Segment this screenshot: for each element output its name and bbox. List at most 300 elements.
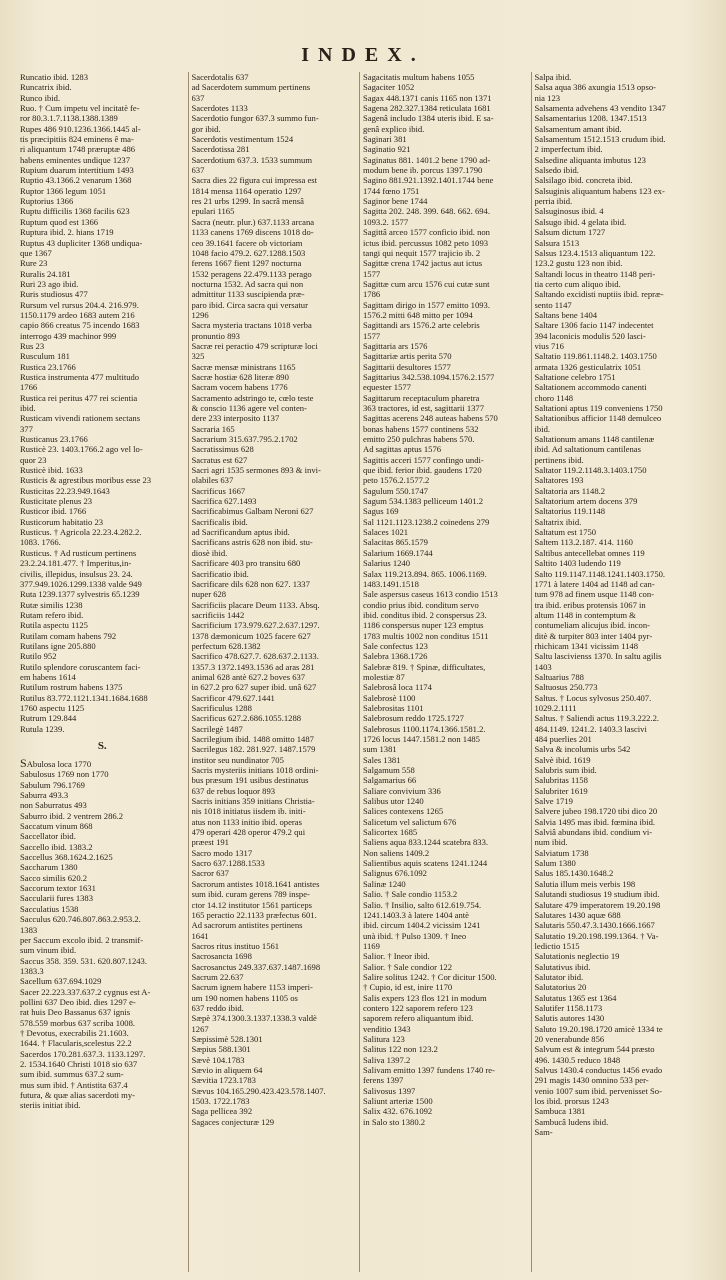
index-entry: Sacræ mensæ ministrans 1165 (191, 361, 296, 372)
index-entry: altum 1148 in contemptum & (534, 609, 636, 620)
index-entry: institor seu nundinator 705 (191, 754, 284, 765)
index-entry: 1783 multis 1002 non conditus 1511 (363, 630, 489, 641)
index-entry: tia certo cum aliquo ibid. (534, 278, 621, 289)
index-entry: Sacratissimus 628 (191, 444, 254, 455)
index-entry: Sacrilegus 182. 281.927. 1487.1579 (191, 744, 316, 755)
index-entry: 484 puerlies 201 (534, 734, 592, 744)
index-entry: Sagittaria ars 1576 (363, 340, 428, 351)
index-entry: Sacra (neutr. plur.) 637.1133 arcana (191, 216, 315, 227)
index-entry: Saccellus 368.1624.2.1625 (20, 852, 113, 863)
index-entry: rat huis Deo Bassanus 637 ignis (20, 1007, 131, 1018)
index-entry: Rure 23 (20, 258, 48, 269)
index-entry: Saccularii fures 1383 (20, 893, 94, 904)
index-entry: Salum 1380 (534, 858, 576, 869)
index-entry: ledictio 1515 (534, 940, 580, 951)
index-entry: Ruptio 43.1366.2 venarum 1368 (20, 175, 132, 186)
index-entry: Sagax 448.1371 canis 1165 non 1371 (363, 92, 492, 103)
index-entry: Salior. † Sale condior 122 (363, 961, 453, 972)
index-entry: Sagittarius 342.538.1094.1576.2.1577 (363, 371, 495, 382)
index-entry: Sagena 282.327.1384 reticulata 1681 (363, 103, 491, 114)
index-entry: modum bene ib. porcus 1397.1790 (363, 165, 483, 176)
index-entry: 637 (191, 165, 205, 176)
index-entry: Salus 185.1430.1648.2 (534, 868, 614, 879)
index-entry: Salsuginis aliquantum habens 123 ex- (534, 185, 665, 196)
index-entry: sum ibid. summus 637.2 sum- (20, 1069, 124, 1080)
index-entry: emitto 250 pulchras habens 570. (363, 434, 475, 445)
index-entry: Saltus. † Locus sylvosus 250.407. (534, 692, 652, 703)
index-entry: ri aliquantum 1748 præruptæ 486 (20, 144, 136, 155)
index-entry: per Saccum excolo ibid. 2 transmif- (20, 934, 144, 945)
index-entry: Sagittarii desultores 1577 (363, 361, 451, 372)
index-entry: Salutationis neglectio 19 (534, 951, 620, 962)
index-entry: 377 (20, 423, 33, 434)
index-entry: Salsedine aliquanta imbutus 123 (534, 154, 646, 165)
index-entry: steriis initiat ibid. (20, 1100, 81, 1111)
index-entry: que 1367 (20, 247, 52, 258)
index-entry: Sacerdos 170.281.637.3. 1133.1297. (20, 1048, 146, 1059)
index-entry: Sacrificor 479.627.1441 (191, 692, 275, 703)
index-entry: Sal 1121.1123.1238.2 coinedens 279 (363, 516, 490, 527)
index-entry: Saltandi locus in theatro 1148 peri- (534, 268, 656, 279)
index-entry: sacrificiis 1442 (191, 609, 245, 620)
index-entry: saporem refero aliquantum ibid. (363, 1013, 474, 1024)
index-entry: Salsa aqua 386 axungia 1513 opso- (534, 82, 656, 93)
index-entry: 496. 1430.5 reduco 1848 (534, 1054, 621, 1065)
index-entry: Saburro ibid. 2 ventrem 286.2 (20, 810, 124, 821)
index-entry: † Cupio, id est, inire 1170 (363, 982, 453, 993)
index-entry: Rusticam vivendi rationem sectans (20, 413, 141, 424)
index-entry: Sacrificium 173.979.627.2.637.1297. (191, 620, 320, 631)
index-entry: 1744 fœno 1751 (363, 185, 420, 196)
index-entry: 2. 1534.1640 Christi 1018 sio 637 (20, 1058, 138, 1069)
index-entry: Saltuosus 250.773 (534, 682, 598, 693)
index-entry: Sagittarum receptaculum pharetra (363, 392, 480, 403)
index-entry: ceo 39.1641 facere ob victoriam (191, 237, 303, 248)
index-entry: Salutandi studiosus 19 studium ibid. (534, 889, 660, 900)
index-entry: Salgamum 558 (363, 765, 415, 776)
index-entry: gor ibid. (191, 123, 221, 134)
index-entry: 1083. 1766. (20, 537, 61, 548)
index-entry: 1029.2.1111 (534, 702, 577, 713)
index-entry: Rutilam comam habens 792 (20, 630, 117, 641)
index-entry: Rusticanus 23.1766 (20, 434, 88, 445)
index-entry: Rutula 1239. (20, 723, 65, 734)
index-entry: 1726 locus 1447.1581.2 non 1485 (363, 734, 480, 744)
index-entry: Salutifer 1158.1173 (534, 1002, 603, 1013)
index-entry: Salio. † Sale condio 1153.2 (363, 889, 458, 900)
index-entry: Ad sagittas aptus 1576 (363, 444, 442, 455)
index-entry: Rusticus. † Ad rusticum pertinens (20, 547, 137, 558)
index-entry: Saltationum amans 1148 cantilenæ (534, 434, 655, 445)
index-entry: Saltuarius 788 (534, 671, 584, 682)
index-entry: Sacros ritus instituo 1561 (191, 940, 280, 951)
index-entry: Salgamarius 66 (363, 775, 417, 786)
index-entry: Sacrifica 627.1493 (191, 496, 257, 507)
index-entry: choro 1148 (534, 392, 574, 403)
index-column-3 (363, 72, 532, 1272)
index-entry: perfectum 628.1382 (191, 640, 261, 651)
index-entry: res 21 urbs 1299. In sacrâ mensâ (191, 196, 304, 207)
index-entry: animal 628 antè 627.2 boves 637 (191, 671, 306, 682)
index-entry: Saltationibus afficior 1148 demulceo (534, 413, 662, 424)
index-entry: 1403 (534, 661, 552, 672)
index-entry: tis præcipitiis 824 eminens ê ma- (20, 134, 134, 145)
index-entry: Ruralis 24.181 (20, 268, 71, 279)
index-entry: pertinens ibid. (534, 454, 584, 465)
index-entry: Salebrositas 1101 (363, 702, 424, 713)
index-entry: 1093.2. 1577 (363, 216, 409, 227)
index-entry: Sacrificare dils 628 non 627. 1337 (191, 578, 310, 589)
index-entry: Saliva 1397.2 (363, 1054, 411, 1065)
index-entry: Sacræ rei peractio 479 scripturæ loci (191, 340, 318, 351)
index-entry: Salaces 1021 (363, 527, 409, 538)
index-entry: 363 tractores, id est, sagittarii 1377 (363, 403, 485, 413)
index-entry: Salutares 1430 aquæ 688 (534, 909, 621, 920)
index-entry: Salebrosum reddo 1725.1727 (363, 713, 464, 724)
index-entry: 1357.3 1372.1493.1536 ad aras 281 (191, 661, 315, 672)
index-entry: Sabulosus 1769 non 1770 (20, 769, 109, 780)
index-entry: Sales 1381 (363, 754, 401, 765)
index-entry: capio 866 creatus 75 incendo 1683 (20, 320, 140, 331)
index-entry: ad Sacerdotem summum pertinens (191, 82, 311, 93)
index-entry: ditè & turpiter 803 inter 1404 pyr- (534, 630, 653, 641)
index-entry: Ruptura ibid. 2. hians 1719 (20, 227, 114, 238)
index-entry: Rusticor ibid. 1766 (20, 506, 87, 517)
index-entry: in 627.2 pro 627 super ibid. unâ 627 (191, 682, 317, 693)
index-entry: 2 imperfectum ibid. (534, 144, 603, 155)
index-entry: Sagenâ includo 1384 uteris ibid. E sa- (363, 113, 494, 124)
index-entry: Sacrorum antistes 1018.1641 antistes (191, 878, 320, 889)
index-entry: Salientibus aquis scatens 1241.1244 (363, 858, 488, 869)
index-entry: 123.2 gustu 123 non ibid. (534, 258, 623, 269)
index-entry: Salsamentum amant ibid. (534, 123, 622, 134)
index-entry: Sacrificare 403 pro transitu 680 (191, 558, 301, 569)
index-entry: nocturna 1532. Ad sacra qui non (191, 278, 304, 289)
index-entry: que ibid. ferior ibid. gaudens 1720 (363, 465, 482, 476)
index-entry: Saginatus 881. 1401.2 bene 1790 ad- (363, 154, 491, 165)
index-entry: Salicortex 1685 (363, 827, 418, 838)
index-entry: Salviatum 1738 (534, 847, 589, 858)
index-entry: Rusticus. † Agricola 22.23.4.282.2. (20, 527, 142, 538)
index-entry: Sacrum ignem habere 1153 imperi- (191, 982, 313, 993)
index-entry: Sagus 169 (363, 506, 399, 517)
index-entry: 637 (191, 92, 205, 103)
index-entry: Rustica instrumenta 477 multitudo (20, 371, 140, 382)
index-entry: rhichicam 1341 vicissim 1148 (534, 640, 639, 651)
index-entry: Salitus 122 non 123.2 (363, 1044, 438, 1055)
index-entry: Salutatus 1365 est 1364 (534, 992, 617, 1003)
index-entry: 1576.2 mitti 648 mitto per 1094 (363, 309, 473, 320)
index-entry: admittitur 1133 suscipienda præ- (191, 289, 305, 300)
index-entry: Salsus 123.4.1513 aliquantum 122. (534, 247, 656, 258)
index-entry: Saltatrix ibid. (534, 516, 582, 527)
index-entry: epulari 1165 (191, 206, 235, 217)
index-entry: Sacrum 22.637 (191, 971, 244, 982)
index-entry: tangi qui nequit 1577 trajicio ib. 2 (363, 247, 481, 258)
index-entry: Rutilo splendore coruscantem faci- (20, 661, 141, 672)
index-entry: Salpa ibid. (534, 72, 572, 82)
index-entry: 394 laconicis modulis 520 lasci- (534, 330, 646, 341)
index-entry: Sacrificiis placare Deum 1133. Absq. (191, 599, 320, 610)
index-entry: Salvere jubeo 198.1720 tibi dico 20 (534, 806, 658, 817)
index-entry: Sacri agri 1535 sermones 893 & invi- (191, 465, 321, 476)
index-entry: Salutatio 19.20.198.199.1364. † Va- (534, 930, 659, 941)
index-entry: 637 de rebus loquor 893 (191, 785, 276, 796)
index-entry: 291 magis 1430 omnino 533 per- (534, 1075, 649, 1086)
index-entry: Ruptorius 1366 (20, 196, 74, 207)
index-entry: Saccatum vinum 868 (20, 821, 93, 832)
index-entry: Salices contexens 1265 (363, 806, 444, 817)
index-entry: Rutrum 129.844 (20, 713, 77, 724)
index-entry: 1577 (363, 330, 381, 341)
index-entry: 1577 (363, 268, 381, 279)
index-entry: Sacrificus 627.2.686.1055.1288 (191, 713, 302, 724)
index-entry: 1760 aspectu 1125 (20, 702, 85, 713)
index-entry: 1483.1491.1518 (363, 578, 419, 589)
index-entry: 1169 (363, 940, 380, 951)
index-entry: Runco ibid. (20, 92, 61, 103)
index-entry: Salarium 1669.1744 (363, 547, 433, 558)
index-entry: Salvum est & integrum 544 præsto (534, 1044, 655, 1055)
index-entry: pollini 637 Deo ibid. dies 1297 e- (20, 996, 136, 1007)
index-entry: 1641 (191, 930, 209, 941)
index-entry: Sagittas acerens 248 auteas habens 570 (363, 413, 498, 424)
index-entry: ibid. (20, 403, 36, 413)
index-entry: Sagittâ arceo 1577 conficio ibid. non (363, 227, 490, 238)
index-entry: Rusticitas 22.23.949.1643 (20, 485, 110, 496)
index-entry: 1267 (191, 1023, 209, 1034)
index-entry: Runcatrix ibid. (20, 82, 72, 93)
index-entry: Runcatio ibid. 1283 (20, 72, 89, 82)
index-entry: 1186 conspersus nuper 123 emptus (363, 620, 484, 631)
index-entry: Saltito 1403 ludendo 119 (534, 558, 621, 569)
index-entry: Ruptor 1366 legum 1051 (20, 185, 107, 196)
index-entry: ibid. conditus ibid. 2 conspersus 23. (363, 609, 487, 620)
index-entry: Salva & incolumis urbs 542 (534, 744, 631, 755)
index-entry: diosè ibid. (191, 547, 228, 558)
index-entry: atus non 1133 initio ibid. operas (191, 816, 302, 827)
index-entry: Sacrosancta 1698 (191, 951, 252, 962)
index-entry: Rusticis & agrestibus moribus esse 23 (20, 475, 152, 486)
index-entry: Sagaciter 1052 (363, 82, 415, 93)
index-entry: Rusticitate plenus 23 (20, 496, 93, 507)
index-entry: Salebrosâ loca 1174 (363, 682, 432, 693)
index-entry: Sacer 22.223.337.637.2 cygnus est A- (20, 986, 151, 997)
index-entry: nia 123 (534, 92, 561, 103)
index-entry: 1383.3 (20, 965, 44, 976)
index-entry: Salutativus ibid. (534, 961, 591, 972)
index-entry: Salior. † Ineor ibid. (363, 951, 430, 962)
index-entry: Saltans bene 1404 (534, 309, 598, 320)
index-entry: contumeliam alicujus ibid. incon- (534, 620, 651, 631)
index-entry: Ruris studiosus 477 (20, 289, 88, 300)
index-entry: Salsilago ibid. concreta ibid. (534, 175, 633, 186)
index-entry: Sagum 534.1383 pelliceum 1401.2 (363, 496, 484, 507)
index-entry: mus sum ibid. † Antistita 637.4 (20, 1079, 128, 1090)
index-entry: Salix 432. 676.1092 (363, 1106, 433, 1117)
index-entry: Saltatum est 1750 (534, 527, 597, 538)
index-entry: Sale confectus 123 (363, 640, 428, 651)
index-entry: Salebra 1368.1726 (363, 651, 428, 662)
index-entry: Sacrilegè 1487 (191, 723, 243, 734)
index-entry: Non saliens 1409.2 (363, 847, 430, 858)
index-entry: 1296 (191, 309, 209, 320)
index-entry: Salacitas 865.1579 (363, 537, 428, 548)
index-entry: 578.559 morbus 637 scriba 1008. (20, 1017, 136, 1028)
index-entry: peto 1576.2.1577.2 (363, 475, 430, 486)
index-entry: Rusticorum habitatio 23 (20, 516, 104, 527)
index-entry: Sabulum 796.1769 (20, 779, 85, 790)
index-entry: 20 venerabunde 856 (534, 1033, 605, 1044)
index-entry: Rutam refero ibid. (20, 609, 84, 620)
index-entry: Salubriter 1619 (534, 785, 588, 796)
index-entry: Sacræ hostiæ 628 literæ 890 (191, 371, 289, 382)
index-entry: Sagitta 202. 248. 399. 648. 662. 694. (363, 206, 490, 217)
index-entry: Sæpissimè 528.1301 (191, 1033, 263, 1044)
index-entry: Ruptum quod est 1366 (20, 216, 99, 227)
index-entry: dere 233 interposito 1137 (191, 413, 280, 424)
index-entry: Rusticè 23. 1403.1766.2 ago vel lo- (20, 444, 143, 455)
index-entry: Sæpius 588.1301 (191, 1044, 251, 1055)
index-entry: ror 80.3.1.7.1138.1388.1389 (20, 113, 118, 124)
index-entry: non Saburratus 493 (20, 800, 87, 811)
index-entry: interrogo 439 machinor 999 (20, 330, 117, 341)
index-entry: Saltatio 119.861.1148.2. 1403.1750 (534, 351, 657, 362)
index-entry: sum vinum ibid. (20, 945, 77, 956)
index-entry: 1383 (20, 924, 38, 935)
index-entry: Sacrificatio ibid. (191, 568, 249, 579)
index-entry: Sacris initians 359 initians Christia- (191, 796, 315, 807)
index-entry: Sacro modo 1317 (191, 847, 253, 858)
index-entry: Salibus utor 1240 (363, 796, 424, 807)
index-entry: Saltationem accommodo canenti (534, 382, 647, 393)
index-entry: paro ibid. Circa sacra qui versatur (191, 299, 308, 310)
index-entry: Saluto 19.20.198.1720 amicè 1334 te (534, 1023, 663, 1034)
index-entry: Saltatorius 119.1148 (534, 506, 605, 517)
index-entry: Sacris mysteriis initians 1018 ordini- (191, 765, 319, 776)
index-entry: venditio 1343 (363, 1023, 411, 1034)
index-entry: 1378 dæmonicum 1025 facere 627 (191, 630, 311, 641)
index-entry: Salutare 479 imperatorem 19.20.198 (534, 899, 661, 910)
index-entry: Saccello ibid. 1383.2 (20, 841, 93, 852)
index-entry: Rus 23 (20, 340, 45, 351)
index-entry: Sacrificus 1667 (191, 485, 246, 496)
index-entry: ibid. circum 1404.2 vicissim 1241 (363, 920, 481, 931)
index-entry: Salitura 123 (363, 1033, 405, 1044)
index-entry: Salve 1719 (534, 796, 573, 807)
index-entry: futura, & quæ alias sacerdoti my- (20, 1090, 136, 1100)
index-entry: Saltatione celebro 1751 (534, 371, 616, 382)
index-entry: vius 716 (534, 340, 564, 351)
index-entry: Sagacitatis multum habens 1055 (363, 72, 475, 82)
index-entry: Sacculatius 1538 (20, 903, 79, 914)
index-entry: ibid. Ad saltationum cantilenas (534, 444, 641, 455)
index-entry: sum 1381 (363, 744, 397, 755)
index-entry: Rutæ similis 1238 (20, 599, 83, 610)
index-entry: Ruo. † Cum impetu vel incitatè fe- (20, 103, 140, 114)
index-entry: bonas habens 1577 continens 532 (363, 423, 479, 434)
index-column-1 (20, 72, 189, 1272)
index-entry: Saliens aqua 833.1244 scatebra 833. (363, 837, 489, 848)
index-entry: Saltando excidisti nuptiis ibid. repræ- (534, 289, 664, 300)
index-entry: Saltator 119.2.1148.3.1403.1750 (534, 465, 647, 476)
index-entry: Rustica rei peritus 477 rei scientia (20, 392, 138, 403)
index-entry: Sagaces conjecturæ 129 (191, 1116, 275, 1127)
index-entry: Ruta 1239.1377 sylvestris 65.1239 (20, 589, 140, 600)
index-entry: Saginor bene 1744 (363, 196, 428, 207)
index-entry: 325 (191, 351, 205, 362)
index-entry: Sæpè 374.1300.3.1337.1338.3 valdè (191, 1013, 317, 1024)
index-entry: 1048 facio 479.2. 627.1288.1503 (191, 247, 306, 258)
index-entry: Salviâ abundans ibid. condium vi- (534, 827, 653, 838)
index-entry: Sacerdotes 1133 (191, 103, 248, 114)
index-entry: Salsamenta advehens 43 vendito 1347 (534, 103, 666, 114)
index-entry: 1771 à latere 1404 ad 1148 ad can- (534, 578, 655, 589)
index-entry: 1786 (363, 289, 381, 300)
index-entry: Salax 119.213.894. 865. 1006.1169. (363, 568, 487, 579)
index-entry: Rusticè ibid. 1633 (20, 465, 83, 476)
index-entry: & conscio 1136 agere vel conten- (191, 403, 307, 413)
index-entry: Salubritas 1158 (534, 775, 588, 786)
index-entry: Salutis autores 1430 (534, 1013, 605, 1024)
index-entry: Rusculum 181 (20, 351, 70, 362)
index-entry: ferens 1397 (363, 1075, 404, 1086)
index-entry: Sacerdotium 637.3. 1533 summum (191, 154, 313, 165)
index-entry: Saliunt arteriæ 1500 (363, 1096, 433, 1107)
index-entry: Saccharum 1380 (20, 862, 78, 873)
index-entry: Saltatoria ars 1148.2 (534, 485, 606, 496)
index-entry: los ibid. prorsus 1243 (534, 1096, 609, 1107)
index-entry: Sacram vocem habens 1776 (191, 382, 288, 393)
index-entry: Rustica 23.1766 (20, 361, 76, 372)
index-entry: Rutilus 83.772.1121.1341.1684.1688 (20, 692, 148, 703)
index-entry: Sacramento adstringo te, cœlo teste (191, 392, 314, 403)
index-entry: Salis expers 123 flos 121 in modum (363, 992, 487, 1003)
index-entry: Salvia 1495 mas ibid. fœmina ibid. (534, 816, 656, 827)
index-entry: tum 978 ad finem usque 1148 con- (534, 589, 654, 600)
index-entry: contero 122 saporem refero 123 (363, 1002, 473, 1013)
index-entry: Rutila aspectu 1125 (20, 620, 88, 631)
index-entry: Sacrificabimus Galbam Neroni 627 (191, 506, 314, 517)
index-entry: 23.2.24.181.477. † Imperitus,in- (20, 558, 132, 569)
index-entry: habens eminentes undique 1237 (20, 154, 131, 165)
index-entry: Rupes 486 910.1236.1366.1445 al- (20, 123, 141, 134)
index-entry: civilis, illepidus, insulsus 23. 24. (20, 568, 133, 579)
index-entry: Salto 119.1147.1148.1241.1403.1750. (534, 568, 666, 579)
index-entry: 479 operari 428 operor 479.2 qui (191, 827, 306, 838)
index-entry: Salvè ibid. 1619 (534, 754, 591, 765)
index-entry: Sambuca 1381 (534, 1106, 586, 1117)
index-entry: Sævus 104.165.290.423.423.578.1407. (191, 1085, 326, 1096)
index-entry: Sagittam dirigo in 1577 emitto 1093. (363, 299, 490, 310)
index-entry: Salicetum vel salictum 676 (363, 816, 457, 827)
index-entry: Ruptu difficilis 1368 facilis 623 (20, 206, 130, 217)
index-entry: 1814 mensa 1164 operatio 1297 (191, 185, 302, 196)
index-entry: Sacculus 620.746.807.863.2.953.2. (20, 914, 141, 925)
index-entry: olabiles 637 (191, 475, 234, 486)
section-heading: S. (97, 740, 107, 752)
index-entry: Ruptus 43 dupliciter 1368 undiqua- (20, 237, 143, 248)
index-entry: Salignus 676.1092 (363, 868, 427, 879)
index-entry: Sagino 881.921.1392.1401.1744 bene (363, 175, 494, 186)
index-entry: Sacrificulus 1288 (191, 702, 252, 713)
index-entry: † Devotus, execrabilis 21.1603. (20, 1027, 129, 1038)
index-entry: Sævio in aliquem 64 (191, 1065, 263, 1075)
index-entry: præest 191 (191, 837, 229, 848)
index-entry: Sacro 637.1288.1533 (191, 858, 265, 869)
index-entry: Sacrifico 478.627.7. 628.637.2.1133. (191, 651, 319, 662)
index-entry: molestiæ 87 (363, 671, 405, 682)
